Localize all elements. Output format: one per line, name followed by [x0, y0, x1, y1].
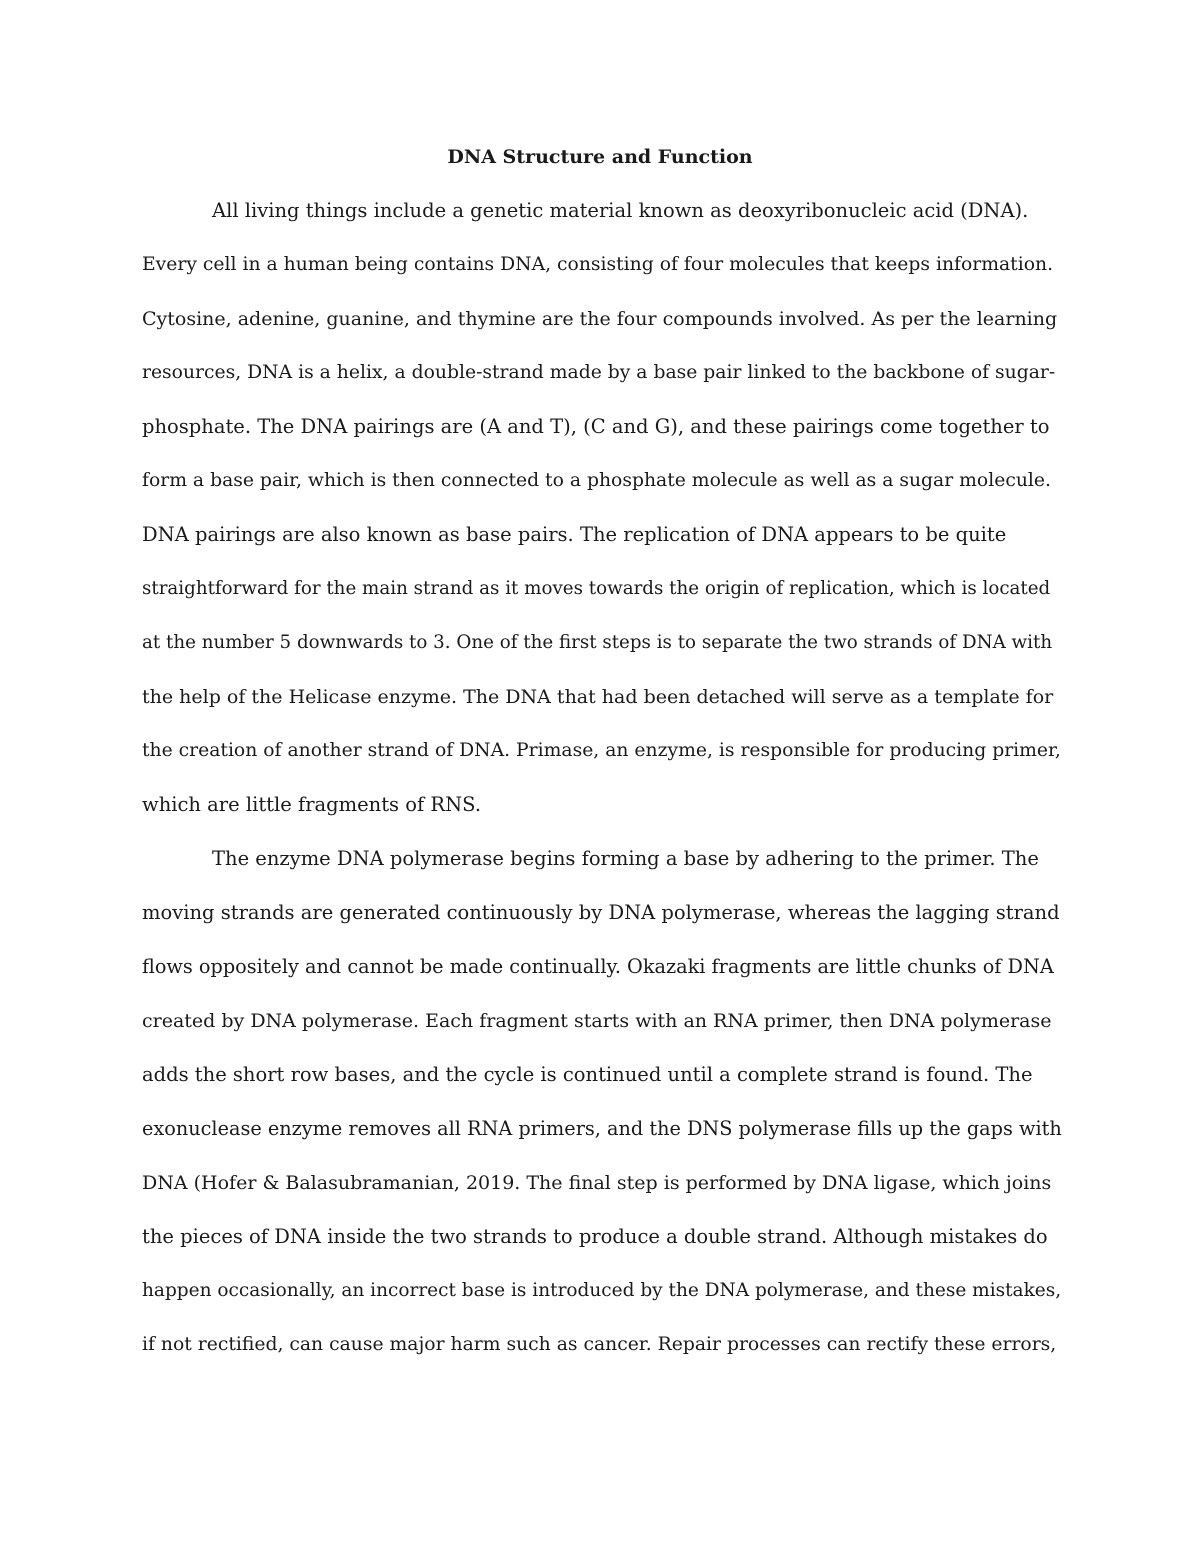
paragraph-line: form a base pair, which is then connected to a phosphate molecule as well as a sugar molecule.: [142, 470, 1051, 491]
paragraph-line: resources, DNA is a helix, a double-strand made by a base pair linked to the backbone of sugar-: [142, 362, 1056, 383]
paragraph-line: flows oppositely and cannot be made continually. Okazaki fragments are little chunks of DNA: [142, 955, 1054, 978]
paragraph-line: happen occasionally, an incorrect base is introduced by the DNA polymerase, and these mistakes,: [142, 1280, 1062, 1301]
paragraph-line: at the number 5 downwards to 3. One of the first steps is to separate the two strands of DNA with: [142, 632, 1053, 653]
paragraph-line: phosphate. The DNA pairings are (A and T), (C and G), and these pairings come together to: [142, 415, 1050, 438]
paragraph-line: exonuclease enzyme removes all RNA primers, and the DNS polymerase fills up the gaps with: [142, 1117, 1062, 1140]
paragraph-line: Every cell in a human being contains DNA, consisting of four molecules that keeps information.: [142, 254, 1054, 275]
paragraph-line: The enzyme DNA polymerase begins forming a base by adhering to the primer. The: [212, 847, 1039, 870]
paragraph-line: moving strands are generated continuously by DNA polymerase, whereas the lagging strand: [142, 901, 1060, 924]
paragraph-line: the creation of another strand of DNA. Primase, an enzyme, is responsible for producing primer,: [142, 740, 1061, 761]
paragraph-line: Cytosine, adenine, guanine, and thymine are the four compounds involved. As per the learning: [142, 308, 1058, 330]
paragraph-line: All living things include a genetic material known as deoxyribonucleic acid (DNA).: [212, 199, 1029, 222]
paragraph-line: adds the short row bases, and the cycle is continued until a complete strand is found. The: [142, 1063, 1033, 1086]
paragraph-line: DNA pairings are also known as base pairs. The replication of DNA appears to be quite: [142, 523, 1007, 546]
paragraph-line: the help of the Helicase enzyme. The DNA that had been detached will serve as a template for: [142, 686, 1054, 708]
paragraph-line: straightforward for the main strand as it moves towards the origin of replication, which is located: [142, 578, 1051, 599]
paragraph-line: the pieces of DNA inside the two strands to produce a double strand. Although mistakes do: [142, 1225, 1048, 1248]
paragraph-line: DNA (Hofer & Balasubramanian, 2019. The final step is performed by DNA ligase, which joins: [142, 1172, 1052, 1194]
paragraph-line: created by DNA polymerase. Each fragment starts with an RNA primer, then DNA polymerase: [142, 1010, 1052, 1032]
document-title: DNA Structure and Function: [447, 146, 753, 168]
paragraph-line: which are little fragments of RNS.: [142, 793, 482, 816]
paragraph-line: if not rectified, can cause major harm such as cancer. Repair processes can rectify these errors,: [142, 1334, 1057, 1355]
